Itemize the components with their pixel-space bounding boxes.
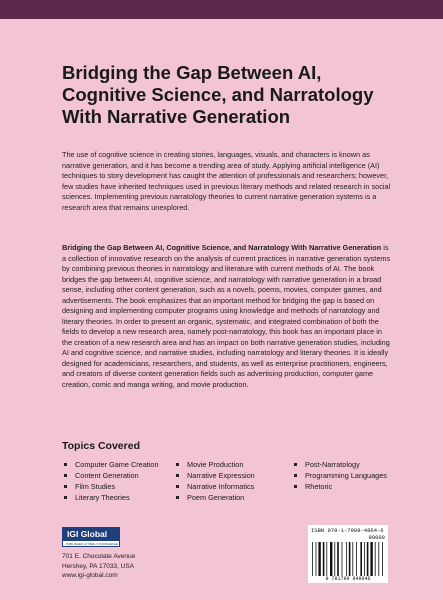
topics-heading: Topics Covered [62,440,140,452]
barcode-bar [378,542,379,576]
barcode-bar [364,542,365,576]
address-line-1: 701 E. Chocolate Avenue [62,553,136,560]
description-paragraph-1: The use of cognitive science in creating stories, languages, visuals, and characters is known as narrative generation, and it has become a trending area of study. Applying artificial intelligence (AI) techniques to story development has caught the attention of professionals and researchers; however, few studies have inherited techniques used in previous literary methods and related research in social sciences. Implementing previous narratology theories to current narrative generation systems is a research area that remains unexplored. [62,150,391,212]
barcode-bar [349,542,351,576]
bullet-icon [176,463,179,466]
barcode-bar [334,542,335,576]
topic-label: Narrative Informatics [187,482,255,491]
bullet-icon [294,463,297,466]
topic-item [64,470,176,481]
topic-item [64,459,176,470]
isbn-number: ISBN 978-1-7998-4864-6 [311,527,384,534]
topic-item [176,481,294,492]
barcode-bar [330,542,332,576]
topic-item [64,481,176,492]
top-color-band [0,0,443,19]
bullet-icon [294,485,297,488]
publisher-address [62,552,135,581]
bullet-icon [64,485,67,488]
topic-item [294,481,394,492]
barcode-bar [342,542,343,576]
paragraph-2-body: is a collection of innovative research on the analysis of current practices in narrative generation systems by combining previous theories in narratology and literature with current methods of AI. The book bridges the gap between AI, cognitive science, and narratology with narrative generation in a broad sense, including other content generation, such as a novels, poems, movies, computer games, and advertisements. The book emphasizes that an important method for bridging the gap is based on designing and implementing computer programs using knowledge and methods of narratology and literary theories. In order to present an organic, systematic, and integrated combination of both the fields to develop a new research area, namely post-narratology, this book has an important place in the creation of a new research area and has an impact on both narrative generation studies, including AI and cognitive science, and narrative studies, including narratology and literary theories. It is ideally designed for academicians, researchers, and students, as well as enterprise practitioners, engineers, and creators of diverse content generation fields such as advertising production, computer game creation, comic and manga writing, and movie production. [62,243,391,389]
topic-item [294,470,394,481]
bullet-icon [64,463,67,466]
topic-item [294,459,394,470]
barcode-bar [323,542,325,576]
topic-label: Movie Production [187,460,244,469]
barcode-bar [352,542,353,576]
address-line-2: Hershey, PA 17033, USA [62,562,135,570]
barcode-bars-icon [311,542,385,576]
bullet-icon [294,474,297,477]
topic-label: Rhetoric [305,482,333,491]
bullet-icon [64,474,67,477]
topics-list [64,459,394,503]
book-title: Bridging the Gap Between AI, Cognitive Science, and Narratology With Narrative Generation [62,62,374,127]
topic-label: Computer Game Creation [75,460,159,469]
barcode-bar [326,542,327,576]
topics-column-1 [64,459,176,503]
topic-item [64,492,176,503]
topic-label: Content Generation [75,471,139,480]
isbn-barcode [308,525,388,583]
topic-item [176,459,294,470]
topic-label: Poem Generation [187,493,245,502]
topic-label: Film Studies [75,482,116,491]
barcode-bar [360,542,362,576]
publisher-logo [62,527,120,547]
publisher-logo-text: IGI Global [63,528,119,541]
topic-item [176,492,294,503]
publisher-website: www.igi-global.com [62,572,118,579]
topic-label: Programming Languages [305,471,387,480]
barcode-bar [312,542,313,576]
topics-column-3 [294,459,394,503]
barcode-bar [356,542,357,576]
barcode-digits: 9 781799 848646 [325,576,371,582]
bullet-icon [176,474,179,477]
paragraph-2-bold-title: Bridging the Gap Between AI, Cognitive Science, and Narratology With Narrative Generation [62,243,382,252]
barcode-bar [367,542,369,576]
barcode-bar [375,542,376,576]
barcode-bar [370,542,372,576]
topic-label: Narrative Expression [187,471,255,480]
topics-column-2 [176,459,294,503]
bullet-icon [176,485,179,488]
publisher-logo-tagline: PUBLISHER of TIMELY KNOWLEDGE [66,542,119,546]
barcode-bar [318,542,320,576]
bullet-icon [64,496,67,499]
price-code: 90000 [368,534,385,541]
barcode-bar [346,542,347,576]
topic-item [176,470,294,481]
barcode-bar [382,542,383,576]
topic-label: Literary Theories [75,493,130,502]
bullet-icon [176,496,179,499]
barcode-bar [337,542,339,576]
barcode-bar [316,542,317,576]
topic-label: Post-Narratology [305,460,360,469]
description-paragraph-2 [62,243,392,390]
